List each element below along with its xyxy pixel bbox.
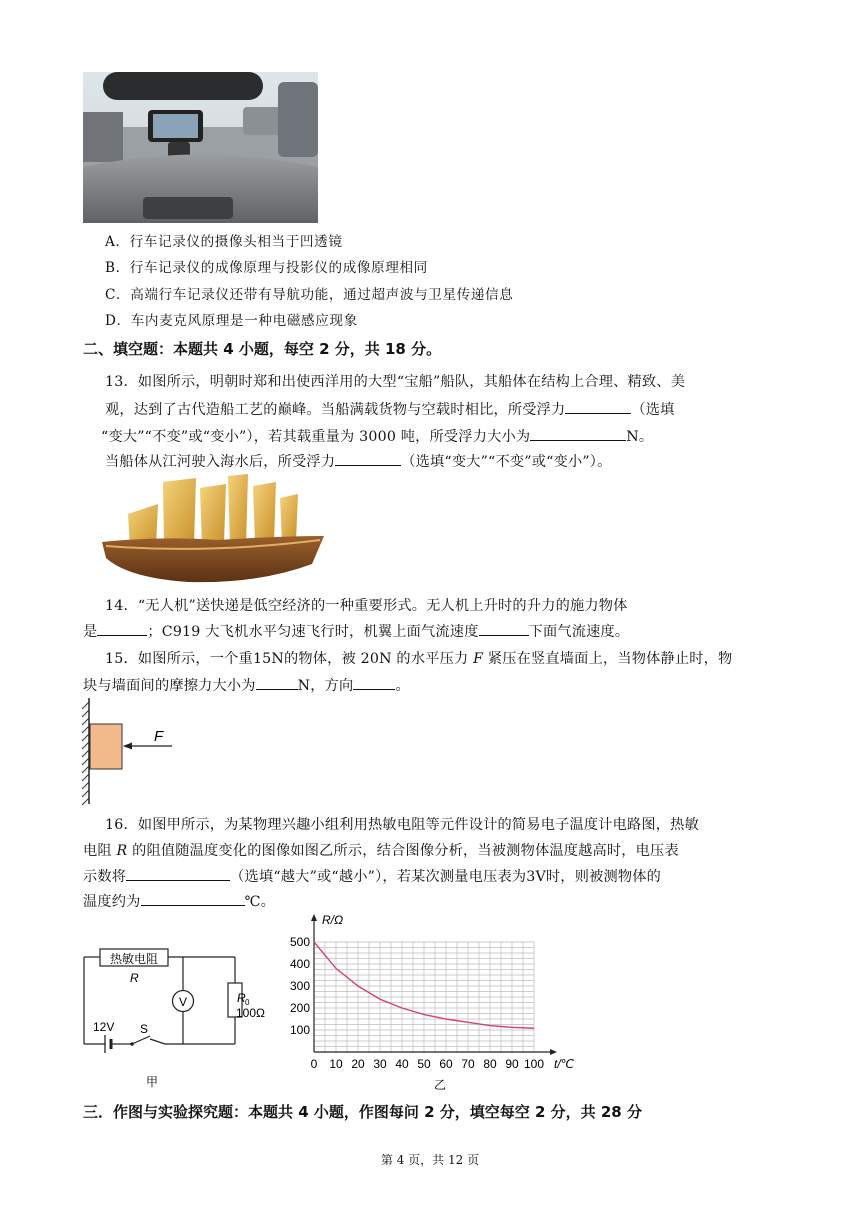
block-wall-diagram bbox=[80, 698, 190, 806]
q13-text: “变大”“不变”或“变小”），若其载重量为 3000 吨，所受浮力大小为 bbox=[101, 429, 531, 445]
treasure-ship-image bbox=[98, 474, 328, 586]
thermistor-r-label: R bbox=[130, 971, 139, 985]
q16-text: 的阻值随温度变化的图像如图乙所示，结合图像分析，当被测物体温度越高时，电压表 bbox=[132, 843, 679, 859]
y-tick-label: 300 bbox=[289, 979, 310, 993]
q13-text: N。 bbox=[626, 429, 654, 445]
x-tick-label: 100 bbox=[523, 1057, 545, 1071]
q14-text: 下面气流速度。 bbox=[528, 624, 630, 640]
dashcam-photo bbox=[83, 72, 318, 223]
q13-text: （选填 bbox=[631, 402, 675, 418]
q16-line-3 bbox=[83, 866, 661, 886]
x-tick-label: 10 bbox=[329, 1057, 343, 1071]
option-d: D．车内麦克风原理是一种电磁感应现象 bbox=[105, 313, 358, 329]
x-tick-label: 20 bbox=[351, 1057, 365, 1071]
q14-text: 是 bbox=[83, 624, 98, 640]
r0-label: R bbox=[237, 991, 246, 1005]
r0-subscript: 0 bbox=[245, 998, 250, 1007]
battery-label: 12V bbox=[93, 1020, 115, 1034]
q13-line-1: 13．如图所示，明朝时郑和出使西洋用的大型“宝船”船队，其船体在结构上合理、精致、美 bbox=[105, 374, 686, 390]
q13-line-2 bbox=[105, 399, 675, 419]
resistor-symbol: R bbox=[116, 843, 128, 859]
x-tick-label: 50 bbox=[417, 1057, 431, 1071]
r0-value: 100Ω bbox=[236, 1006, 265, 1020]
answer-blank bbox=[565, 399, 631, 414]
q15-text: 。 bbox=[395, 678, 410, 694]
answer-blank bbox=[141, 891, 245, 906]
force-label: F bbox=[154, 728, 164, 745]
x-tick-label: 90 bbox=[505, 1057, 519, 1071]
q16-text: 电阻 bbox=[83, 843, 112, 859]
circuit-caption: 甲 bbox=[145, 1075, 159, 1089]
x-tick-label: 40 bbox=[395, 1057, 409, 1071]
section-2-heading: 二、填空题：本题共 4 小题，每空 2 分，共 18 分。 bbox=[83, 340, 442, 358]
answer-blank bbox=[479, 621, 529, 636]
q13-line-4 bbox=[105, 451, 611, 471]
q16-text: 示数将 bbox=[83, 869, 127, 885]
q14-text: ；C919 大飞机水平匀速飞行时，机翼上面气流速度 bbox=[147, 624, 479, 640]
page-footer: 第 4 页，共 12 页 bbox=[380, 1153, 480, 1167]
q15-text: 块与墙面间的摩擦力大小为 bbox=[83, 678, 256, 694]
q15-text: 15．如图所示，一个重15N的物体，被 20N 的水平压力 bbox=[105, 651, 469, 667]
answer-blank bbox=[256, 675, 298, 690]
section-3-heading: 三．作图与实验探究题：本题共 4 小题，作图每问 2 分，填空每空 2 分，共 28 分 bbox=[83, 1103, 642, 1121]
thermistor-label: 热敏电阻 bbox=[109, 952, 159, 966]
resistance-temperature-chart bbox=[280, 910, 590, 1095]
answer-blank bbox=[335, 451, 401, 466]
q15-text: N，方向 bbox=[297, 678, 354, 694]
q15-line-1 bbox=[105, 648, 732, 668]
x-tick-label: 80 bbox=[483, 1057, 497, 1071]
force-symbol: F bbox=[473, 651, 484, 667]
q13-text: （选填“变大”“不变”或“变小”）。 bbox=[401, 454, 612, 470]
y-tick-label: 100 bbox=[289, 1023, 310, 1037]
answer-blank bbox=[126, 866, 230, 881]
answer-blank bbox=[353, 675, 395, 690]
option-c: C．高端行车记录仪还带有导航功能，通过超声波与卫星传递信息 bbox=[105, 287, 514, 303]
x-tick-label: 70 bbox=[461, 1057, 475, 1071]
q14-line-1: 14．“无人机”送快递是低空经济的一种重要形式。无人机上升时的升力的施力物体 bbox=[105, 598, 628, 614]
x-tick-label: 0 bbox=[310, 1057, 318, 1071]
option-a: A．行车记录仪的摄像头相当于凹透镜 bbox=[105, 234, 343, 250]
q16-text: ℃。 bbox=[244, 894, 276, 910]
x-tick-label: 60 bbox=[439, 1057, 453, 1071]
answer-blank bbox=[97, 621, 147, 636]
x-tick-label: 30 bbox=[373, 1057, 387, 1071]
circuit-diagram bbox=[78, 940, 278, 1092]
y-axis-label: R/Ω bbox=[322, 913, 344, 927]
q16-text: （选填“越大”或“越小”），若某次测量电压表为3V时，则被测物体的 bbox=[230, 869, 662, 885]
y-tick-label: 200 bbox=[289, 1001, 310, 1015]
switch-label: S bbox=[140, 1022, 149, 1036]
answer-blank bbox=[530, 426, 626, 441]
voltmeter-icon: V bbox=[178, 995, 188, 1009]
q15-line-2 bbox=[83, 675, 410, 695]
q16-text: 温度约为 bbox=[83, 894, 141, 910]
q16-line-1: 16．如图甲所示，为某物理兴趣小组利用热敏电阻等元件设计的简易电子温度计电路图，热敏 bbox=[105, 817, 699, 833]
q13-text: 观，达到了古代造船工艺的巅峰。当船满载货物与空载时相比，所受浮力 bbox=[105, 402, 566, 418]
graph-caption: 乙 bbox=[433, 1078, 447, 1092]
q16-line-2 bbox=[83, 840, 679, 860]
y-tick-label: 400 bbox=[289, 957, 310, 971]
option-b: B．行车记录仪的成像原理与投影仪的成像原理相同 bbox=[105, 260, 428, 276]
q15-text: 紧压在竖直墙面上，当物体静止时，物 bbox=[487, 651, 733, 667]
y-tick-label: 500 bbox=[289, 935, 310, 949]
q14-line-2 bbox=[83, 621, 629, 641]
q13-text: 当船体从江河驶入海水后，所受浮力 bbox=[105, 454, 336, 470]
q16-line-4 bbox=[83, 891, 275, 911]
x-axis-label: t/℃ bbox=[554, 1057, 575, 1071]
q13-line-3 bbox=[101, 426, 653, 446]
